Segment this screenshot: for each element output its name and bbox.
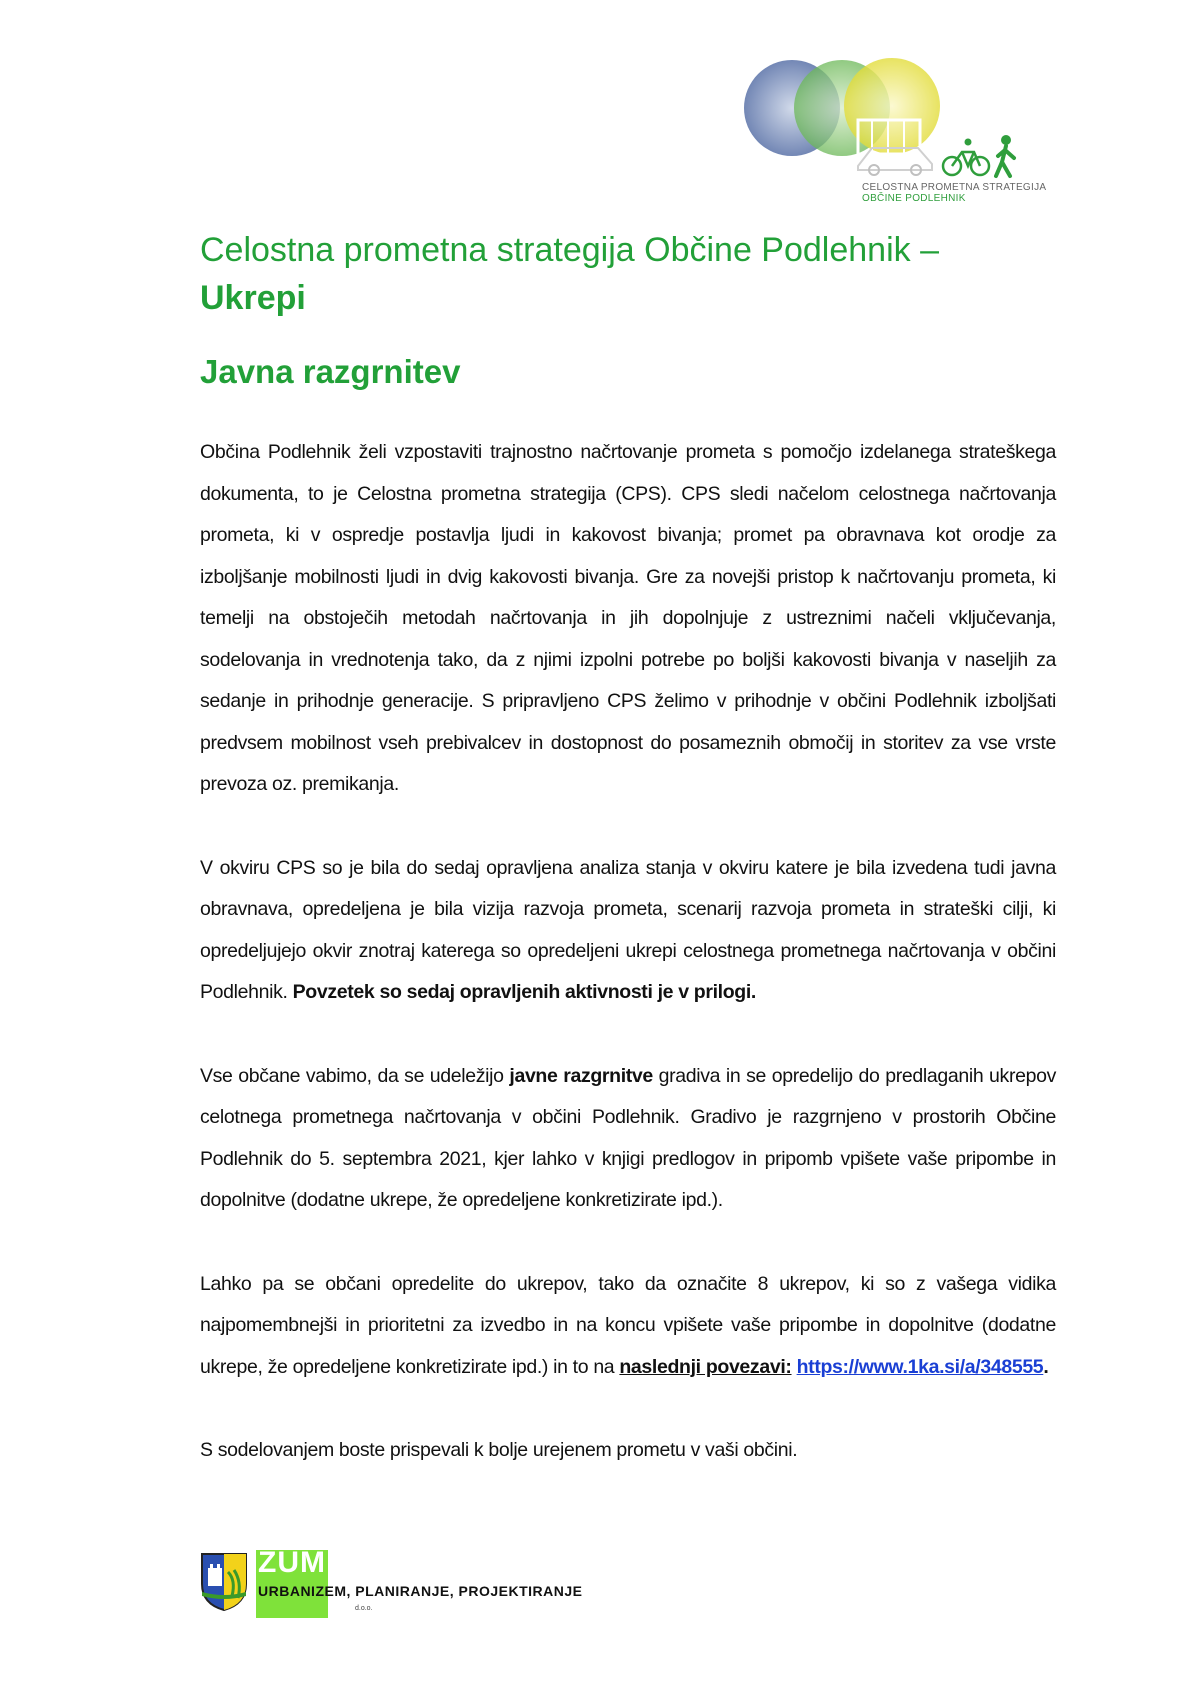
logo-caption	[862, 182, 1046, 204]
zum-tagline: URBANIZEM, PLANIRANJE, PROJEKTIRANJE	[258, 1583, 583, 1599]
cps-logo	[740, 58, 1060, 213]
paragraph-intro: Občina Podlehnik želi vzpostaviti trajnostno načrtovanje prometa s pomočjo izdelanega strateškega dokumenta, to je Celostna prometna strategija (CPS). CPS sledi načelom celostnega načrtovanja prometa, ki v ospredje postavlja ljudi in kakovost bivanja; promet pa obravnava kot orodje za izboljšanje mobilnosti ljudi in dvig kakovosti bivanja. Gre za novejši pristop k načrtovanju prometa, ki temelji na obstoječih metodah načrtovanja in jih dopolnjuje z ustreznimi načeli vključevanja, sodelovanja in vrednotenja tako, da z njimi izpolni potrebe po boljši kakovosti bivanja v naseljih za sedanje in prihodnje generacije. S pripravljeno CPS želimo v prihodnje v občini Podlehnik izboljšati predvsem mobilnost vseh prebivalcev in dostopnost do posameznih območij in storitev za vse vrste prevoza oz. premikanja.	[200, 441, 1056, 795]
paragraph-cps-status-text: V okviru CPS so je bila do sedaj opravljena analiza stanja v okviru katere je bila izvedena tudi javna obravnava, opredeljena je bila vizija razvoja prometa, scenarij razvoja prometa in strateški cilji, ki opredeljujejo okvir znotraj katerega so opredeljeni ukrepi celostnega prometnega načrtovanja v občini Podlehnik.	[200, 856, 1056, 1003]
document-content	[200, 226, 1056, 1472]
logo-caption-line2: OBČINE PODLEHNIK	[862, 193, 966, 204]
page-subtitle: Javna razgrnitev	[200, 353, 461, 390]
survey-link-label: naslednji povezavi:	[619, 1355, 792, 1378]
bus-car-bike-pedestrian-icon	[740, 58, 1060, 188]
survey-end: .	[1043, 1355, 1049, 1378]
podlehnik-coat-of-arms-icon	[200, 1552, 248, 1612]
zum-logo-text: ZUM	[258, 1546, 326, 1579]
invitation-text-a: Vse občane vabimo, da se udeležijo	[200, 1064, 510, 1087]
invitation-text-b: gradiva in se opredelijo do predlaganih ukrepov celotnega prometnega načrtovanja v občini Podlehnik. Gradivo je razgrnjeno v prostorih Občine Podlehnik do 5. septembra 2021, kjer lahko v knjigi predlogov in pripomb vpišete vaše pripombe in dopolnitve (dodatne ukrepe, že opredeljene konkretizirate ipd.).	[200, 1064, 1056, 1211]
paragraph-cps-status	[200, 848, 1056, 1014]
survey-text: Lahko pa se občani opredelite do ukrepov, tako da označite 8 ukrepov, ki so z vašega vidika najpomembnejši in prioritetni za izvedbo in na koncu vpišete vaše pripombe in dopolnitve (dodatne ukrepe, že opredeljene konkretizirate ipd.) in to na	[200, 1272, 1056, 1378]
title-line1: Celostna prometna strategija Občine Podlehnik –	[200, 231, 939, 269]
zum-doo: d.o.o.	[355, 1605, 373, 1612]
paragraph-survey	[200, 1264, 1056, 1389]
paragraph-invitation	[200, 1056, 1056, 1222]
paragraph-closing: S sodelovanjem boste prispevali k bolje urejenem prometu v vaši občini.	[200, 1439, 798, 1461]
invitation-bold: javne razgrnitve	[509, 1064, 653, 1087]
footer	[200, 1546, 620, 1620]
page-title	[200, 226, 1056, 322]
paragraph-cps-status-bold: Povzetek so sedaj opravljenih aktivnosti je v prilogi.	[292, 981, 756, 1003]
title-line2: Ukrepi	[200, 279, 306, 317]
survey-link[interactable]: https://www.1ka.si/a/348555	[796, 1355, 1044, 1378]
logo-caption-line1: CELOSTNA PROMETNA STRATEGIJA	[862, 182, 1047, 193]
